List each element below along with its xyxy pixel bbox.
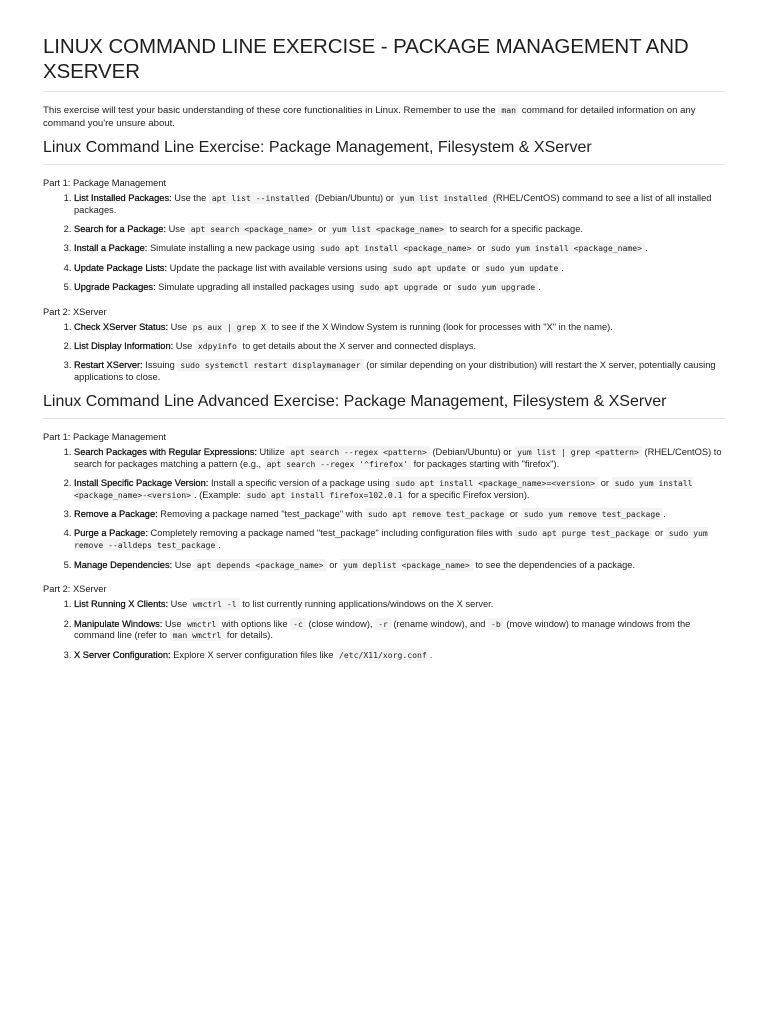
- item-label: List Installed Packages:: [74, 193, 172, 203]
- inline-code: sudo systemctl restart displaymanager: [177, 359, 363, 371]
- list-item: [74, 528, 725, 552]
- list-item: [74, 243, 725, 255]
- intro-paragraph: [43, 104, 725, 130]
- inline-code: yum list | grep <pattern>: [514, 446, 642, 458]
- item-text: to list currently running applications/windows on the X server.: [239, 599, 494, 610]
- item-text: (RHEL/CentOS) to search for packages matching a pattern (e.g.,: [74, 446, 722, 469]
- list-item: [74, 599, 725, 611]
- list-item: [74, 650, 725, 662]
- numbered-list: [43, 193, 725, 294]
- item-text: Use: [162, 618, 185, 629]
- item-text: or: [326, 559, 341, 570]
- sections-container: [43, 138, 725, 662]
- numbered-list: [43, 599, 725, 661]
- item-text: (rename window), and: [390, 618, 489, 629]
- item-label: Manage Dependencies:: [74, 559, 173, 570]
- inline-code: yum list <package_name>: [329, 223, 447, 235]
- inline-code: apt search <package_name>: [188, 223, 316, 235]
- inline-code: sudo yum install <package_name>-<version>: [74, 478, 693, 500]
- item-text: to get details about the X server and connected displays.: [239, 341, 477, 352]
- inline-code: /etc/X11/xorg.conf: [336, 649, 430, 661]
- item-text: for a specific Firefox version).: [405, 489, 530, 500]
- item-text: Use: [168, 599, 190, 610]
- list-item: [74, 282, 725, 294]
- inline-code: sudo yum update: [482, 262, 561, 274]
- inline-code: sudo yum remove test_package: [521, 508, 663, 520]
- item-label: Search for a Package:: [74, 224, 166, 235]
- intro-text-before: This exercise will test your basic understanding of these core functionalities in Linux. Remember to use the: [43, 105, 499, 116]
- list-item: [74, 619, 725, 643]
- document-title: LINUX COMMAND LINE EXERCISE - PACKAGE MANAGEMENT AND XSERVER: [43, 34, 725, 92]
- part-title: Part 2: XServer: [43, 306, 107, 317]
- item-text: .: [218, 540, 221, 551]
- item-text: Install a specific version of a package using: [208, 478, 393, 489]
- item-text: (move window) to manage windows from the command line (refer to: [74, 618, 691, 641]
- item-text: or: [507, 509, 521, 520]
- item-text: (Debian/Ubuntu) or: [312, 193, 397, 203]
- item-label: Update Package Lists:: [74, 262, 168, 273]
- item-text: with options like: [219, 618, 291, 629]
- inline-code: apt search --regex '^firefox': [264, 458, 411, 470]
- item-text: (close window),: [305, 618, 376, 629]
- item-text: Simulate upgrading all installed packages using: [155, 281, 357, 292]
- item-label: Install a Package:: [74, 243, 148, 254]
- list-item: [74, 193, 725, 217]
- inline-code: yum deplist <package_name>: [340, 559, 473, 571]
- inline-code: wmctrl: [184, 618, 219, 630]
- item-text: (or similar depending on your distribution) will restart the X server, potentially causing applications to close.: [74, 360, 716, 383]
- list-item: [74, 322, 725, 334]
- inline-code: yum list installed: [397, 192, 491, 204]
- item-text: .: [663, 509, 666, 520]
- item-label: Check XServer Status:: [74, 321, 169, 332]
- item-text: Utilize: [256, 446, 288, 457]
- inline-code: wmctrl -l: [190, 598, 240, 610]
- item-label: Upgrade Packages:: [74, 281, 156, 292]
- inline-code: sudo apt install firefox=102.0.1: [244, 489, 406, 501]
- inline-code: sudo apt update: [390, 262, 469, 274]
- section-title: Linux Command Line Advanced Exercise: Package Management, Filesystem & XServer: [43, 392, 725, 419]
- inline-code: sudo yum upgrade: [454, 281, 538, 293]
- item-text: Explore X server configuration files like: [170, 649, 336, 660]
- part-title: Part 2: XServer: [43, 584, 107, 595]
- item-text: to see the dependencies of a package.: [472, 559, 636, 570]
- item-text: Use the: [171, 193, 209, 203]
- list-item: [74, 360, 725, 384]
- item-text: .: [429, 649, 433, 660]
- item-text: or: [652, 528, 666, 539]
- item-text: Removing a package named "test_package" with: [157, 509, 365, 520]
- inline-code: ps aux | grep X: [190, 321, 269, 333]
- inline-code: -c: [290, 618, 306, 630]
- inline-code: sudo apt purge test_package: [515, 527, 653, 539]
- item-label: Install Specific Package Version:: [74, 478, 209, 489]
- item-text: Use: [168, 321, 190, 332]
- inline-code: sudo apt upgrade: [357, 281, 441, 293]
- item-text: or: [468, 262, 483, 273]
- inline-code: sudo apt remove test_package: [365, 508, 507, 520]
- item-text: for details).: [224, 630, 273, 641]
- item-text: or: [440, 281, 455, 292]
- item-text: Completely removing a package named "test_package" including configuration files with: [147, 528, 515, 539]
- document-page: [43, 34, 725, 662]
- item-text: Use: [172, 559, 194, 570]
- item-text: for packages starting with "firefox").: [410, 458, 560, 469]
- item-text: or: [598, 478, 612, 489]
- item-text: or: [474, 243, 488, 254]
- numbered-list: [43, 322, 725, 384]
- intro-text-after: command for detailed information on any command you're unsure about.: [43, 105, 696, 129]
- section-title: Linux Command Line Exercise: Package Management, Filesystem & XServer: [43, 138, 725, 165]
- list-item: [74, 263, 725, 275]
- item-text: to search for a specific package.: [447, 224, 583, 235]
- item-text: .: [538, 281, 541, 292]
- inline-code: sudo yum install <package_name>: [488, 242, 645, 254]
- list-item: [74, 478, 725, 502]
- item-text: Use: [166, 224, 188, 235]
- item-text: .: [644, 243, 648, 254]
- item-text: Use: [173, 341, 195, 352]
- inline-code: xdpyinfo: [195, 340, 240, 352]
- inline-code: -b: [488, 618, 504, 630]
- inline-code: -r: [375, 618, 391, 630]
- item-label: X Server Configuration:: [74, 649, 171, 660]
- item-label: List Running X Clients:: [74, 599, 169, 610]
- inline-code: apt depends <package_name>: [194, 559, 327, 571]
- item-text: to see if the X Window System is running (look for processes with "X" in the name).: [268, 321, 613, 332]
- inline-code: sudo yum remove --alldeps test_package: [74, 528, 708, 551]
- inline-code: apt list --installed: [209, 192, 312, 204]
- item-text: Update the package list with available versions using: [167, 262, 390, 273]
- part-title: Part 1: Package Management: [43, 178, 166, 188]
- inline-code: sudo apt install <package_name>=<version>: [392, 477, 598, 489]
- item-text: .: [561, 262, 564, 273]
- item-label: Restart XServer:: [74, 360, 143, 371]
- item-text: (RHEL/CentOS) command to see a list of all installed packages.: [74, 193, 712, 215]
- item-text: (Debian/Ubuntu) or: [429, 446, 515, 457]
- item-text: . (Example:: [193, 489, 244, 500]
- item-label: Remove a Package:: [74, 509, 158, 520]
- numbered-list: [43, 447, 725, 571]
- list-item: [74, 224, 725, 236]
- item-label: List Display Information:: [74, 341, 174, 352]
- inline-code: sudo apt install <package_name>: [317, 242, 474, 254]
- inline-code: apt search --regex <pattern>: [287, 446, 429, 458]
- item-text: Simulate installing a new package using: [147, 243, 318, 254]
- item-text: or: [315, 224, 329, 235]
- item-text: Issuing: [142, 360, 178, 371]
- part-title: Part 1: Package Management: [43, 431, 166, 442]
- list-item: [74, 509, 725, 521]
- item-label: Manipulate Windows:: [74, 618, 163, 629]
- intro-code: man: [498, 104, 519, 116]
- list-item: [74, 447, 725, 471]
- item-label: Purge a Package:: [74, 528, 148, 539]
- item-label: Search Packages with Regular Expressions:: [74, 446, 257, 457]
- inline-code: man wmctrl: [170, 629, 225, 641]
- list-item: [74, 560, 725, 572]
- list-item: [74, 341, 725, 353]
